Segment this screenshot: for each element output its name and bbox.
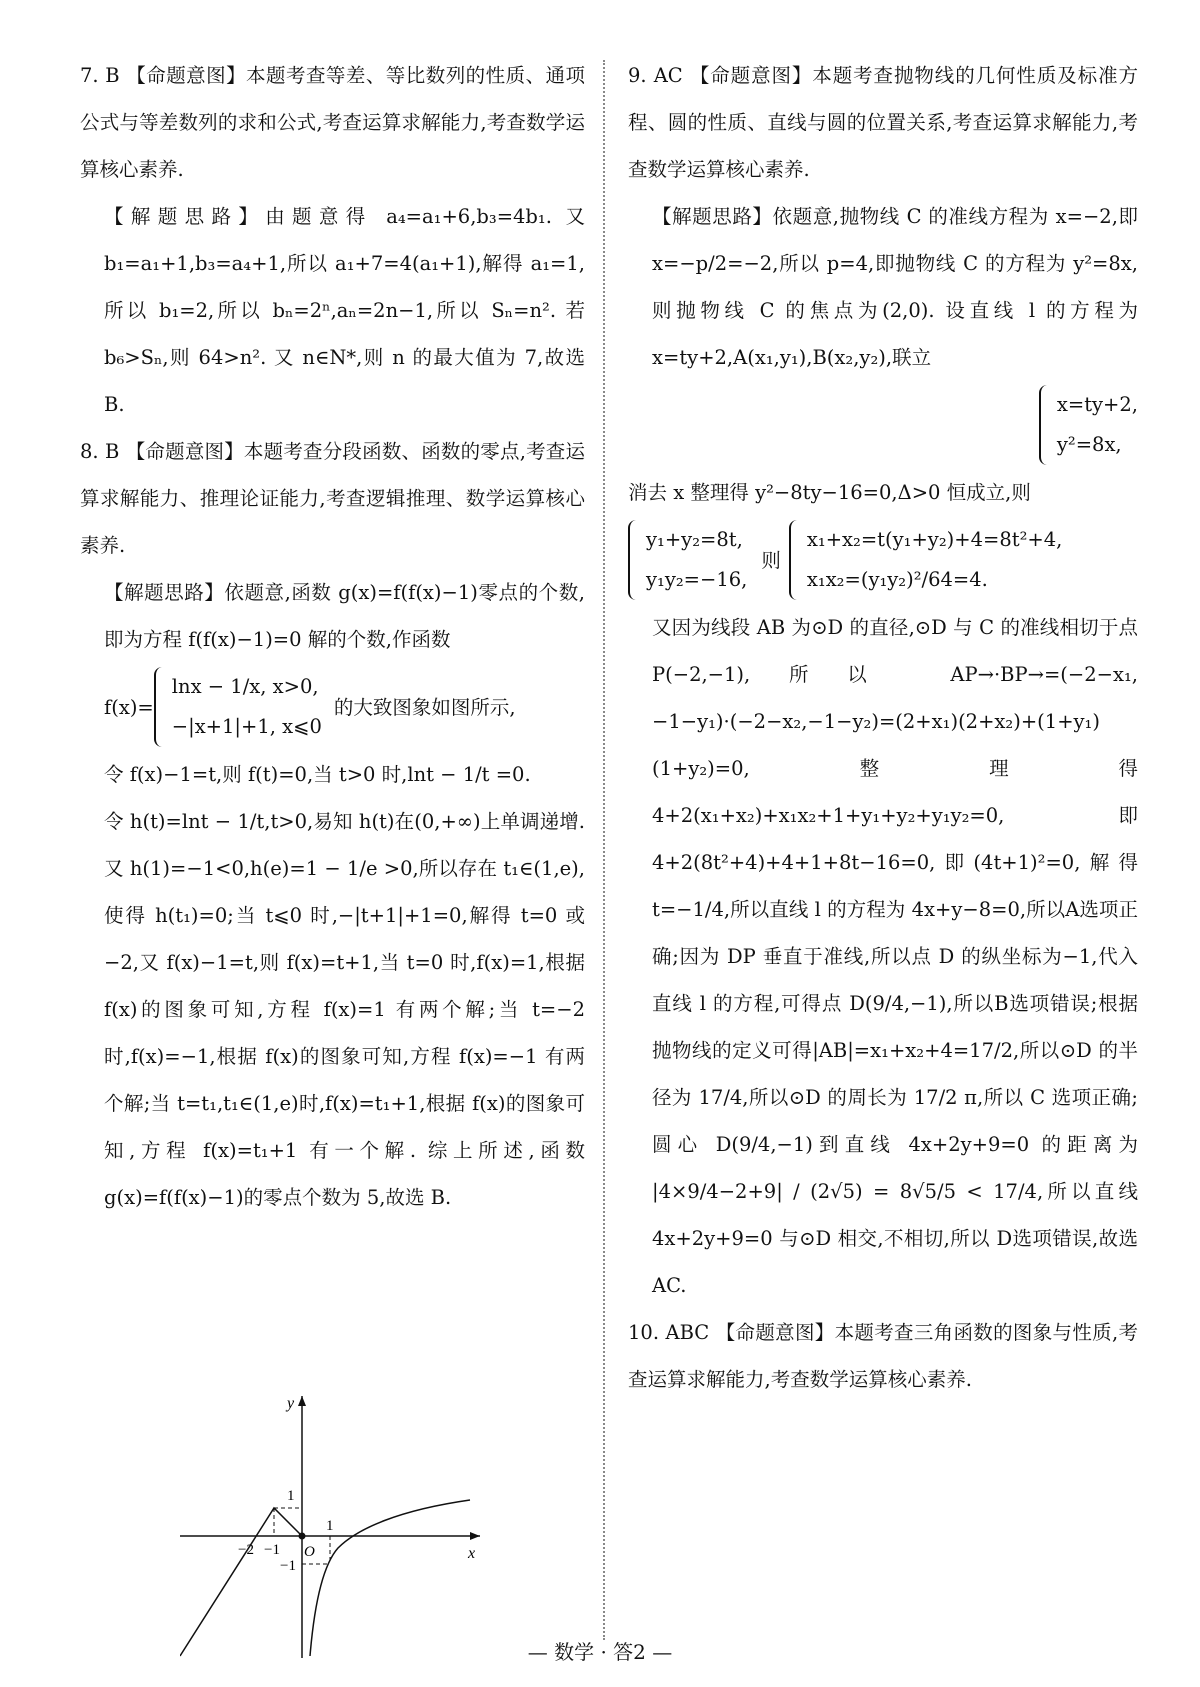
q9-system-2-3 bbox=[628, 520, 1138, 600]
system-1-eq-a: x=ty+2, bbox=[1056, 393, 1138, 416]
system-3-eq-a: x₁+x₂=t(y₁+y₂)+4=8t²+4, bbox=[806, 528, 1063, 551]
origin-point bbox=[299, 1533, 306, 1540]
q8-f-label: f(x)= bbox=[104, 695, 154, 719]
q9-solution-elim: 消去 x 整理得 y²−8ty−16=0,Δ>0 恒成立,则 bbox=[628, 481, 1031, 504]
q9-solution-intro: 【解题思路】依题意,抛物线 C 的准线方程为 x=−2,即 x=−p/2=−2,所以 p=4,即抛物线 C 的方程为 y²=8x,则抛物线 C 的焦点为(2,0). 设直线 l 的方程为 x=ty+2,A(x₁,y₁),B(x₂,y₂),联立 bbox=[652, 205, 1138, 369]
origin-label: O bbox=[304, 1544, 315, 1560]
system-3-lines bbox=[807, 520, 1062, 600]
q8-f-tail: 的大致图象如图所示, bbox=[333, 695, 516, 719]
system-1-eq-b: y²=8x, bbox=[1056, 433, 1122, 456]
curve-right-piece bbox=[310, 1500, 470, 1656]
q7-solution: 【解题思路】由题意得 a₄=a₁+6,b₃=4b₁. 又 b₁=a₁+1,b₃=a₄+1,所以 a₁+7=4(a₁+1),解得 a₁=1,所以 b₁=2,所以 bₙ=2ⁿ,aₙ=2n−1,所以 Sₙ=n². 若 b₆>Sₙ,则 64>n². 又 n∈N*,则 n 的最大值为 7,故选 B. bbox=[104, 205, 585, 416]
y-arrow-icon bbox=[298, 1396, 306, 1406]
y-axis-label: y bbox=[287, 1395, 295, 1412]
system-1-lines bbox=[1057, 385, 1138, 465]
q9-system-1 bbox=[628, 385, 1138, 465]
tick-y-1: 1 bbox=[287, 1488, 295, 1504]
q8-piecewise-function bbox=[80, 667, 585, 747]
q8-solution-step2: 令 f(x)−1=t,则 f(t)=0,当 t>0 时,lnt − 1/t =0. bbox=[104, 763, 531, 786]
case-positive: lnx − 1/x, x>0, bbox=[171, 675, 319, 698]
function-graph bbox=[180, 1388, 510, 1668]
q9-heading: 9. AC 【命题意图】本题考查抛物线的几何性质及标准方程、圆的性质、直线与圆的位置关系,考查运算求解能力,考查数学运算核心素养. bbox=[628, 64, 1138, 181]
case-nonpositive: −|x+1|+1, x⩽0 bbox=[171, 715, 322, 738]
brace bbox=[1039, 385, 1051, 465]
q7-heading: 7. B 【命题意图】本题考查等差、等比数列的性质、通项公式与等差数列的求和公式,考查运算求解能力,考查数学运算核心素养. bbox=[80, 64, 585, 181]
tick-x-minus1: −1 bbox=[264, 1542, 280, 1558]
right-column bbox=[628, 52, 1138, 1403]
system-3-eq-b: x₁x₂=(y₁y₂)²/64=4. bbox=[806, 568, 988, 591]
then-word: 则 bbox=[761, 548, 781, 572]
brace bbox=[628, 520, 640, 600]
brace bbox=[154, 667, 166, 747]
tick-y-minus1: −1 bbox=[280, 1558, 296, 1574]
tick-x-minus2: −2 bbox=[238, 1542, 254, 1558]
tick-x-1: 1 bbox=[326, 1518, 334, 1534]
x-arrow-icon bbox=[470, 1532, 480, 1540]
system-2-eq-b: y₁y₂=−16, bbox=[646, 568, 748, 591]
q9-solution-main: 又因为线段 AB 为⊙D 的直径,⊙D 与 C 的准线相切于点 P(−2,−1),所以 AP→·BP→=(−2−x₁,−1−y₁)·(−2−x₂,−1−y₂)=(2+x₁)(2+x₂)+(1+y₁)(1+y₂)=0,整理得 4+2(x₁+x₂)+x₁x₂+1+y₁+y₂+y₁y₂=0,即 4+2(8t²+4)+4+1+8t−16=0,即(4t+1)²=0,解得 t=−1/4,所以直线 l 的方程为 4x+y−8=0,所以A选项正确;因为 DP 垂直于准线,所以点 D 的纵坐标为−1,代入直线 l 的方程,可得点 D(9/4,−1),所以B选项错误;根据抛物线的定义可得|AB|=x₁+x₂+4=17/2,所以⊙D 的半径为 17/4,所以⊙D 的周长为 17/2 π,所以 C 选项正确;圆心 D(9/4,−1)到直线 4x+2y+9=0 的距离为 |4×9/4−2+9| / (2√5) = 8√5/5 < 17/4,所以直线 4x+2y+9=0 与⊙D 相交,不相切,所以 D选项错误,故选 AC. bbox=[652, 616, 1138, 1297]
brace bbox=[789, 520, 801, 600]
q8-solution-step3: 令 h(t)=lnt − 1/t,t>0,易知 h(t)在(0,+∞)上单调递增. 又 h(1)=−1<0,h(e)=1 − 1/e >0,所以存在 t₁∈(1,e),使得 h(t₁)=0;当 t⩽0 时,−|t+1|+1=0,解得 t=0 或−2,又 f(x)−1=t,则 f(x)=t+1,当 t=0 时,f(x)=1,根据 f(x)的图象可知,方程 f(x)=1 有两个解;当 t=−2 时,f(x)=−1,根据 f(x)的图象可知,方程 f(x)=−1 有两个解;当 t=t₁,t₁∈(1,e)时,f(x)=t₁+1,根据 f(x)的图象可知,方程 f(x)=t₁+1 有一个解. 综上所述,函数 g(x)=f(f(x)−1)的零点个数为 5,故选 B. bbox=[104, 810, 585, 1209]
piecewise-cases bbox=[172, 667, 322, 747]
left-column bbox=[80, 52, 585, 1221]
q10-heading: 10. ABC 【命题意图】本题考查三角函数的图象与性质,考查运算求解能力,考查数学运算核心素养. bbox=[628, 1321, 1138, 1391]
q8-solution-intro: 【解题思路】依题意,函数 g(x)=f(f(x)−1)零点的个数,即为方程 f(f(x)−1)=0 解的个数,作函数 bbox=[104, 581, 585, 651]
curve-left-piece bbox=[180, 1508, 302, 1656]
system-2-eq-a: y₁+y₂=8t, bbox=[646, 528, 743, 551]
page-footer: — 数学 · 答2 — bbox=[527, 1640, 673, 1664]
column-divider bbox=[603, 60, 605, 1640]
q8-heading: 8. B 【命题意图】本题考查分段函数、函数的零点,考查运算求解能力、推理论证能力,考查逻辑推理、数学运算核心素养. bbox=[80, 440, 585, 557]
x-axis-label: x bbox=[468, 1545, 476, 1562]
system-2-lines bbox=[646, 520, 747, 600]
